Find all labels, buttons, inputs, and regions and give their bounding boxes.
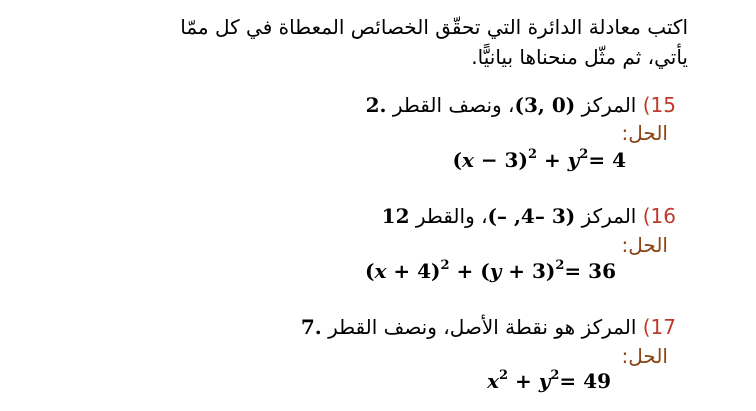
equation-15 — [452, 147, 626, 173]
solution-label: الحل: — [621, 233, 668, 257]
problem-text: المركز — [581, 93, 637, 117]
solution-label: الحل: — [621, 344, 668, 368]
equation-16 — [365, 258, 616, 284]
problem-text: المركز — [581, 204, 637, 228]
problem-number: 17) — [642, 315, 676, 339]
problem-number: 15) — [642, 93, 676, 117]
center-point: (3, 0) — [514, 93, 576, 117]
eq-exp-b: 2 — [555, 258, 565, 274]
center-point: (– ,4– 3) — [487, 204, 576, 228]
eq-op: + — [508, 369, 539, 393]
problem-16 — [382, 203, 676, 229]
instruction-line-1: اكتب معادلة الدائرة التي تحقّق الخصائص المعطاة في كل ممّا — [180, 15, 688, 39]
eq-term-b: y — [567, 148, 580, 172]
problem-17 — [301, 314, 676, 340]
equation-17 — [487, 368, 611, 394]
eq-rhs: 36 — [588, 259, 616, 283]
problem-text: المركز هو نقطة الأصل، ونصف القطر — [328, 315, 637, 339]
eq-term-b: (y + 3) — [480, 259, 556, 283]
problem-text-after: ، ونصف القطر — [392, 93, 515, 117]
eq-rhs: 49 — [583, 369, 611, 393]
eq-term-b: y — [538, 369, 551, 393]
eq-rhs: 4 — [612, 148, 626, 172]
eq-term-a: (x − 3) — [452, 148, 528, 172]
instruction-line-2: يأتي، ثم مثّل منحناها بيانيًّا. — [471, 45, 688, 69]
eq-term-a: x — [487, 369, 500, 393]
eq-term-a: (x + 4) — [365, 259, 441, 283]
eq-equals: = — [559, 369, 584, 393]
eq-exp-b: 2 — [550, 368, 560, 384]
radius-value: 7. — [300, 315, 322, 339]
diameter-value: 12 — [381, 204, 410, 228]
eq-exp-a: 2 — [499, 368, 509, 384]
eq-exp-b: 2 — [579, 147, 589, 163]
radius-value: 2. — [365, 93, 387, 117]
eq-equals: = — [588, 148, 613, 172]
eq-op: + — [449, 259, 481, 283]
solution-label: الحل: — [621, 121, 668, 145]
problem-text-after: ، والقطر — [415, 204, 488, 228]
eq-equals: = — [564, 259, 589, 283]
problem-15 — [366, 92, 676, 118]
eq-exp-a: 2 — [527, 147, 537, 163]
eq-exp-a: 2 — [440, 258, 450, 274]
eq-op: + — [536, 148, 568, 172]
problem-number: 16) — [642, 204, 676, 228]
